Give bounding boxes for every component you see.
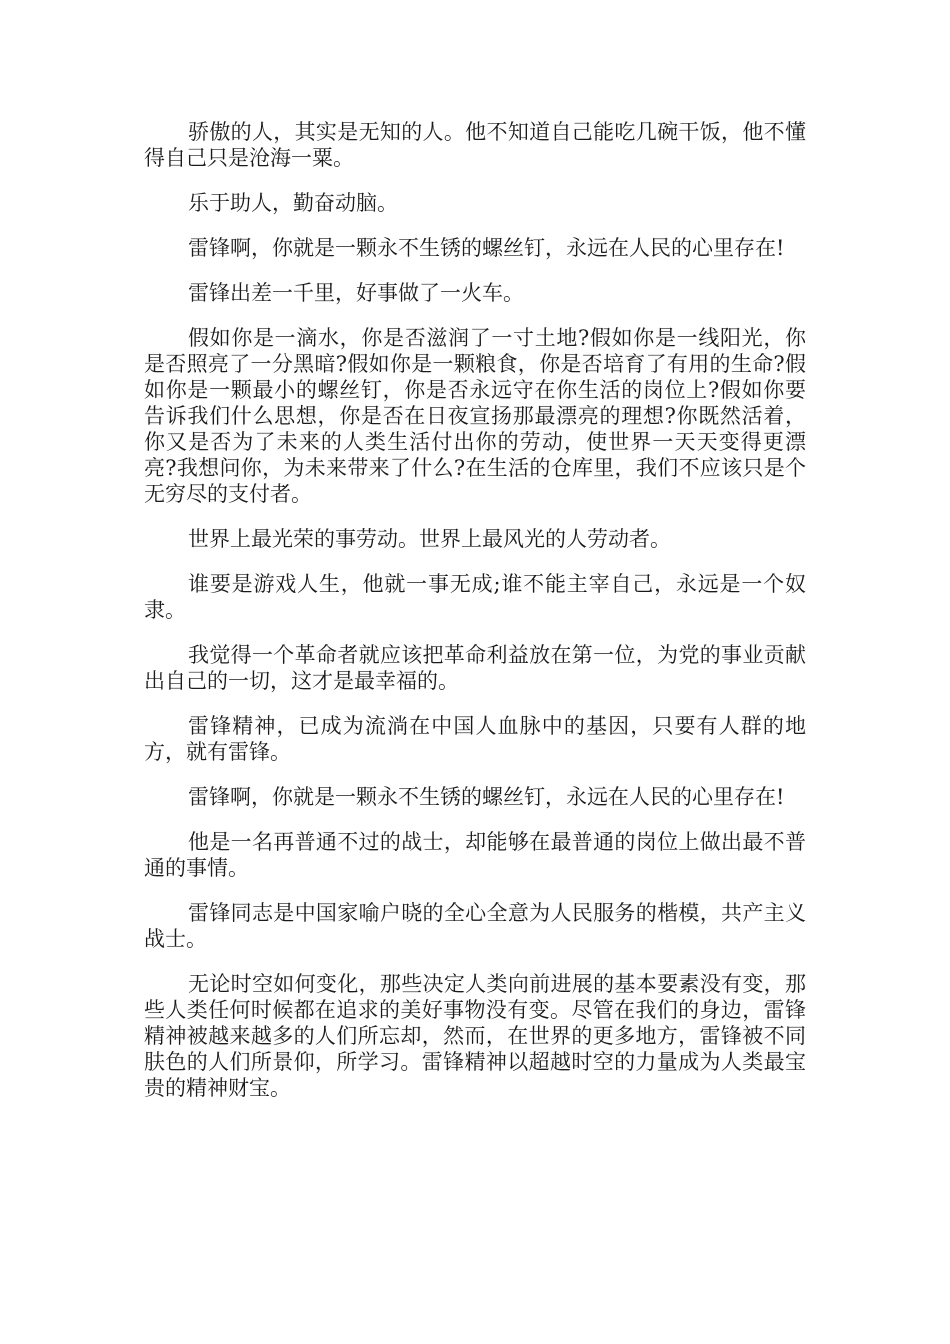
paragraph: 乐于助人，勤奋动脑。 bbox=[188, 191, 398, 215]
paragraph: 雷锋啊，你就是一颗永不生锈的螺丝钉，永远在人民的心里存在! bbox=[188, 236, 785, 260]
paragraph: 我觉得一个革命者就应该把革命利益放在第一位，为党的事业贡献出自己的一切，这才是最幸福的。 bbox=[144, 643, 806, 693]
paragraph: 雷锋精神，已成为流淌在中国人血脉中的基因，只要有人群的地方，就有雷锋。 bbox=[144, 714, 806, 764]
paragraph: 雷锋出差一千里，好事做了一火车。 bbox=[188, 281, 524, 305]
document-page bbox=[144, 119, 806, 1120]
paragraph: 谁要是游戏人生，他就一事无成;谁不能主宰自己，永远是一个奴隶。 bbox=[144, 572, 806, 622]
paragraph: 无论时空如何变化，那些决定人类向前进展的基本要素没有变，那些人类任何时候都在追求的美好事物没有变。尽管在我们的身边，雷锋精神被越来越多的人们所忘却，然而，在世界的更多地方，雷锋被不同肤色的人们所景仰，所学习。雷锋精神以超越时空的力量成为人类最宝贵的精神财宝。 bbox=[144, 972, 806, 1100]
paragraph: 他是一名再普通不过的战士，却能够在最普通的岗位上做出最不普通的事情。 bbox=[144, 830, 806, 880]
paragraph: 骄傲的人，其实是无知的人。他不知道自己能吃几碗干饭，他不懂得自己只是沧海一粟。 bbox=[144, 120, 806, 170]
paragraph: 雷锋啊，你就是一颗永不生锈的螺丝钉，永远在人民的心里存在! bbox=[188, 785, 785, 809]
paragraph: 世界上最光荣的事劳动。世界上最风光的人劳动者。 bbox=[188, 527, 671, 551]
paragraph: 假如你是一滴水，你是否滋润了一寸土地?假如你是一线阳光，你是否照亮了一分黑暗?假如你是一颗粮食，你是否培育了有用的生命?假如你是一颗最小的螺丝钉，你是否永远守在你生活的岗位上?假如你要告诉我们什么思想，你是否在日夜宣扬那最漂亮的理想?你既然活着，你又是否为了未来的人类生活付出你的劳动，使世界一天天变得更漂亮?我想问你，为未来带来了什么?在生活的仓库里，我们不应该只是个无穷尽的支付者。 bbox=[144, 326, 806, 506]
paragraph: 雷锋同志是中国家喻户晓的全心全意为人民服务的楷模，共产主义战士。 bbox=[144, 901, 806, 951]
